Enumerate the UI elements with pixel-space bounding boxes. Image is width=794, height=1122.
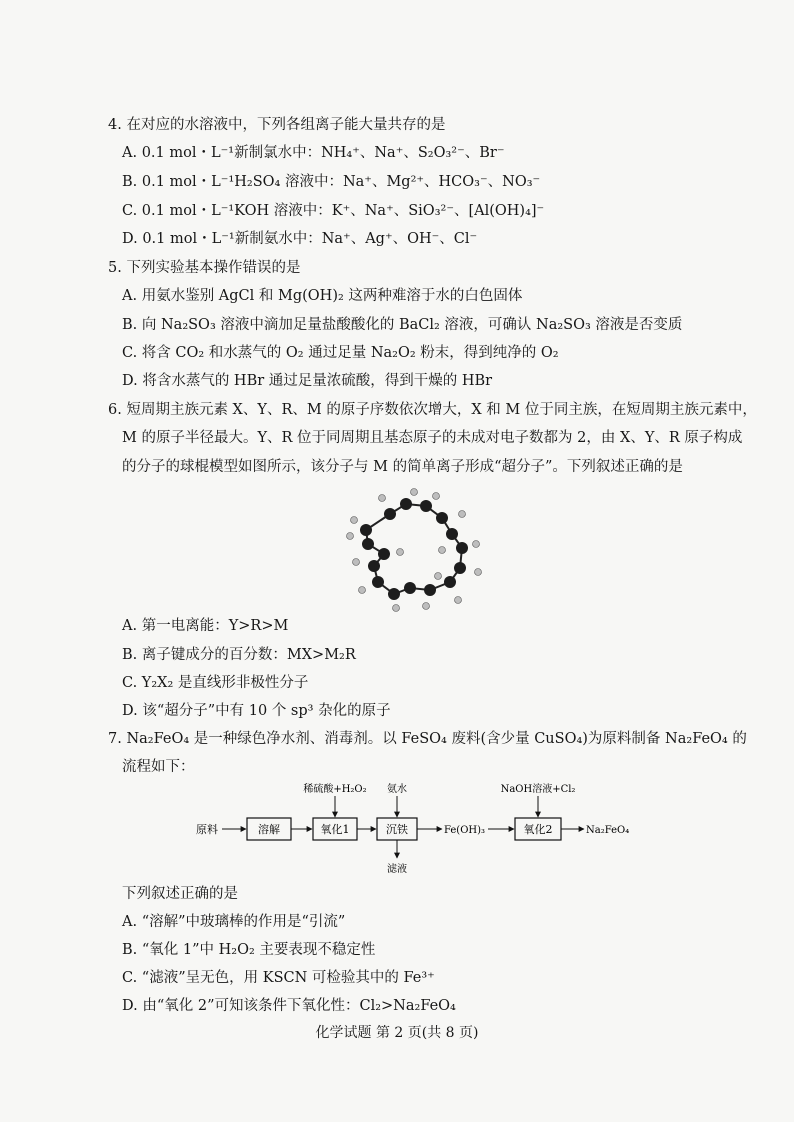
- q6-stem-line3: 的分子的球棍模型如图所示，该分子与 M 的简单离子形成“超分子”。下列叙述正确的是: [122, 459, 683, 475]
- q5-option-d: D. 将含水蒸气的 HBr 通过足量浓硫酸，得到干燥的 HBr: [122, 373, 493, 389]
- q5-option-c: C. 将含 CO₂ 和水蒸气的 O₂ 通过足量 Na₂O₂ 粉末，得到纯净的 O₂: [122, 345, 559, 361]
- flow-start-label: 原料: [196, 823, 218, 836]
- q6-stem-line2: M 的原子半径最大。Y、R 位于同周期且基态原子的未成对电子数都为 2，由 X、Y、R 原子构成: [122, 430, 743, 446]
- q6-option-c: C. Y₂X₂ 是直线形非极性分子: [122, 675, 309, 691]
- flow-reagent-2: 氨水: [387, 784, 407, 795]
- flow-waste-filtrate: 滤液: [387, 864, 407, 875]
- process-flow-diagram: [190, 778, 660, 878]
- ball-and-stick-molecule-figure: [338, 484, 498, 614]
- q4-option-b: B. 0.1 mol・L⁻¹H₂SO₄ 溶液中：Na⁺、Mg²⁺、HCO₃⁻、NO₃⁻: [122, 174, 541, 190]
- q7-stem-line1: 7. Na₂FeO₄ 是一种绿色净水剂、消毒剂。以 FeSO₄ 废料(含少量 CuSO₄)为原料制备 Na₂FeO₄ 的: [108, 731, 747, 747]
- q4-option-c: C. 0.1 mol・L⁻¹KOH 溶液中：K⁺、Na⁺、SiO₃²⁻、[Al(OH)₄]⁻: [122, 203, 545, 219]
- flow-reagent-3: NaOH溶液+Cl₂: [500, 784, 576, 795]
- q5-stem: 5. 下列实验基本操作错误的是: [108, 260, 301, 276]
- q6-stem-line1: 6. 短周期主族元素 X、Y、R、M 的原子序数依次增大，X 和 M 位于同主族，在短周期主族元素中，: [108, 402, 757, 418]
- q7-option-d: D. 由“氧化 2”可知该条件下氧化性：Cl₂>Na₂FeO₄: [122, 998, 456, 1014]
- page-footer: 化学试题 第 2 页(共 8 页): [315, 1025, 479, 1041]
- q6-option-a: A. 第一电离能：Y>R>M: [122, 618, 289, 634]
- flow-box-dissolve-label: 溶解: [258, 823, 280, 836]
- flow-product: Na₂FeO₄: [586, 825, 630, 836]
- q4-stem: 4. 在对应的水溶液中，下列各组离子能大量共存的是: [108, 117, 446, 133]
- q7-sub-stem: 下列叙述正确的是: [122, 886, 238, 902]
- q6-option-d: D. 该“超分子”中有 10 个 sp³ 杂化的原子: [122, 703, 391, 719]
- flow-reagent-1: 稀硫酸+H₂O₂: [303, 784, 367, 795]
- q5-option-b: B. 向 Na₂SO₃ 溶液中滴加足量盐酸酸化的 BaCl₂ 溶液，可确认 Na₂SO₃ 溶液是否变质: [122, 317, 683, 333]
- flow-intermediate: Fe(OH)₃: [444, 825, 486, 836]
- q4-option-a: A. 0.1 mol・L⁻¹新制氯水中：NH₄⁺、Na⁺、S₂O₃²⁻、Br⁻: [122, 145, 505, 161]
- q7-option-a: A. “溶解”中玻璃棒的作用是“引流”: [122, 914, 346, 930]
- flow-box-oxidation-2-label: 氧化2: [523, 823, 553, 836]
- q6-option-b: B. 离子键成分的百分数：MX>M₂R: [122, 647, 356, 663]
- q5-option-a: A. 用氨水鉴别 AgCl 和 Mg(OH)₂ 这两种难溶于水的白色固体: [122, 288, 523, 304]
- flow-box-oxidation-1-label: 氧化1: [320, 823, 350, 836]
- q7-option-b: B. “氧化 1”中 H₂O₂ 主要表现不稳定性: [122, 942, 376, 958]
- flow-box-iron-precipitation-label: 沉铁: [386, 823, 408, 836]
- q7-option-c: C. “滤液”呈无色，用 KSCN 可检验其中的 Fe³⁺: [122, 970, 435, 986]
- q7-stem-line2: 流程如下：: [122, 759, 195, 775]
- q4-option-d: D. 0.1 mol・L⁻¹新制氨水中：Na⁺、Ag⁺、OH⁻、Cl⁻: [122, 231, 478, 247]
